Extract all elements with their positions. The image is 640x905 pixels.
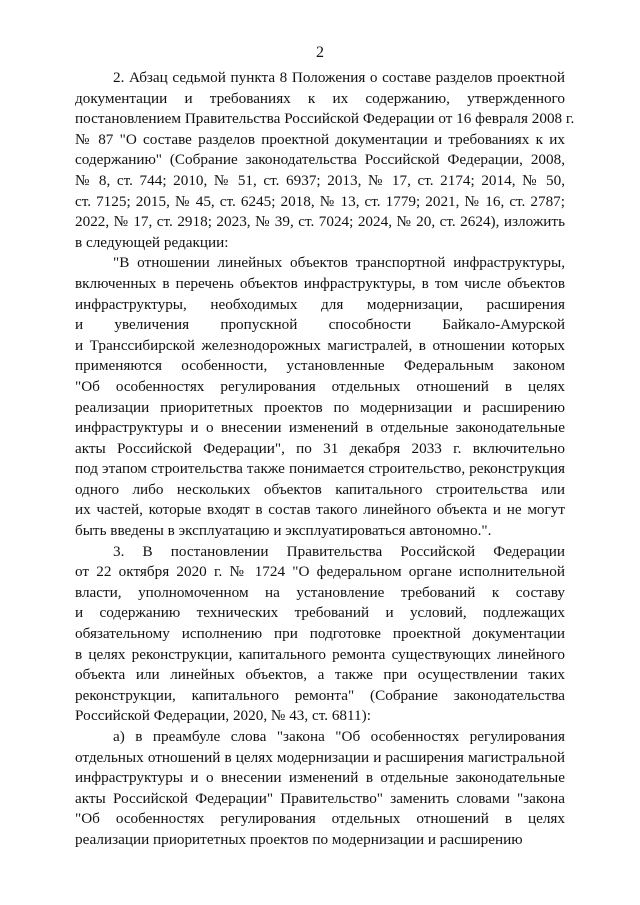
text-line: акты Российской Федерации" Правительство" заменить словами "закона: [75, 789, 565, 807]
text-line: одного либо нескольких объектов капитального строительства или: [75, 480, 565, 498]
text-line: инфраструктуры, необходимых для модернизации, расширения: [75, 295, 565, 313]
text-line: № 8, ст. 744; 2010, № 51, ст. 6937; 2013, № 17, ст. 2174; 2014, № 50,: [75, 171, 565, 189]
paragraph-amendment-2: [75, 68, 575, 253]
document-body: [75, 68, 575, 851]
text-line: документации и требованиях к их содержанию, утвержденного: [75, 89, 565, 107]
text-line: и увеличения пропускной способности Байкало-Амурской: [75, 316, 565, 334]
text-line: и Транссибирской железнодорожных магистралей, в отношении которых: [75, 336, 565, 354]
text-line: в целях реконструкции, капитального ремонта существующих линейного: [75, 645, 565, 663]
paragraph-new-wording: [75, 253, 565, 541]
text-line: власти, уполномоченном на установление требований к составу: [75, 583, 565, 601]
text-line: реализации приоритетных проектов по модернизации и расширению: [75, 830, 523, 848]
text-line: их частей, которые входят в состав такого линейного объекта и не могут: [75, 501, 565, 519]
text-line: реализации приоритетных проектов по модернизации и расширению: [75, 398, 565, 416]
text-line: "В отношении линейных объектов транспортной инфраструктуры,: [113, 254, 565, 272]
text-line: "Об особенностях регулирования отдельных отношений в целях: [75, 377, 565, 395]
text-line: 2022, № 17, ст. 2918; 2023, № 39, ст. 7024; 2024, № 20, ст. 2624), изложить: [75, 213, 565, 231]
text-line: применяются особенности, установленные Федеральным законом: [75, 357, 565, 375]
text-line: включенных в перечень объектов инфраструктуры, в том числе объектов: [75, 274, 565, 292]
text-line: объекта или линейных объектов, а также при осуществлении таких: [75, 666, 565, 684]
text-line: реконструкции, капитального ремонта" (Собрание законодательства: [75, 686, 565, 704]
text-line: 2. Абзац седьмой пункта 8 Положения о составе разделов проектной: [113, 69, 565, 86]
paragraph-amendment-3: [75, 542, 565, 727]
text-line: содержанию" (Собрание законодательства Российской Федерации, 2008,: [75, 151, 565, 169]
text-line: а) в преамбуле слова "закона "Об особенностях регулирования: [113, 728, 565, 745]
text-line: постановлением Правительства Российской Федерации от 16 февраля 2008 г.: [75, 110, 575, 128]
text-line: под этапом строительства также понимается строительство, реконструкция: [75, 460, 565, 478]
text-line: акты Российской Федерации", по 31 декабря 2033 г. включительно: [75, 439, 565, 457]
text-line: ст. 7125; 2015, № 45, ст. 6245; 2018, № 13, ст. 1779; 2021, № 16, ст. 2787;: [75, 192, 565, 210]
text-line: № 87 "О составе разделов проектной документации и требованиях к их: [75, 130, 565, 148]
text-line: быть введены в эксплуатацию и эксплуатироваться автономно.".: [75, 522, 492, 540]
text-line: от 22 октября 2020 г. № 1724 "О федеральном органе исполнительной: [75, 563, 565, 581]
paragraph-subitem-a: [75, 727, 565, 851]
text-line: Российской Федерации, 2020, № 43, ст. 6811):: [75, 707, 371, 725]
text-line: обязательному исполнению при подготовке проектной документации: [75, 625, 565, 643]
text-line: инфраструктуры и о внесении изменений в отдельные законодательные: [75, 419, 565, 437]
text-line: инфраструктуры и о внесении изменений в отдельные законодательные: [75, 769, 565, 787]
text-line: отдельных отношений в целях модернизации и расширения магистральной: [75, 748, 565, 766]
text-line: в следующей редакции:: [75, 233, 229, 251]
page-number: 2: [316, 44, 324, 61]
text-line: 3. В постановлении Правительства Российской Федерации: [113, 542, 565, 560]
text-line: и содержанию технических требований и условий, подлежащих: [75, 604, 565, 622]
text-line: "Об особенностях регулирования отдельных отношений в целях: [75, 810, 565, 828]
